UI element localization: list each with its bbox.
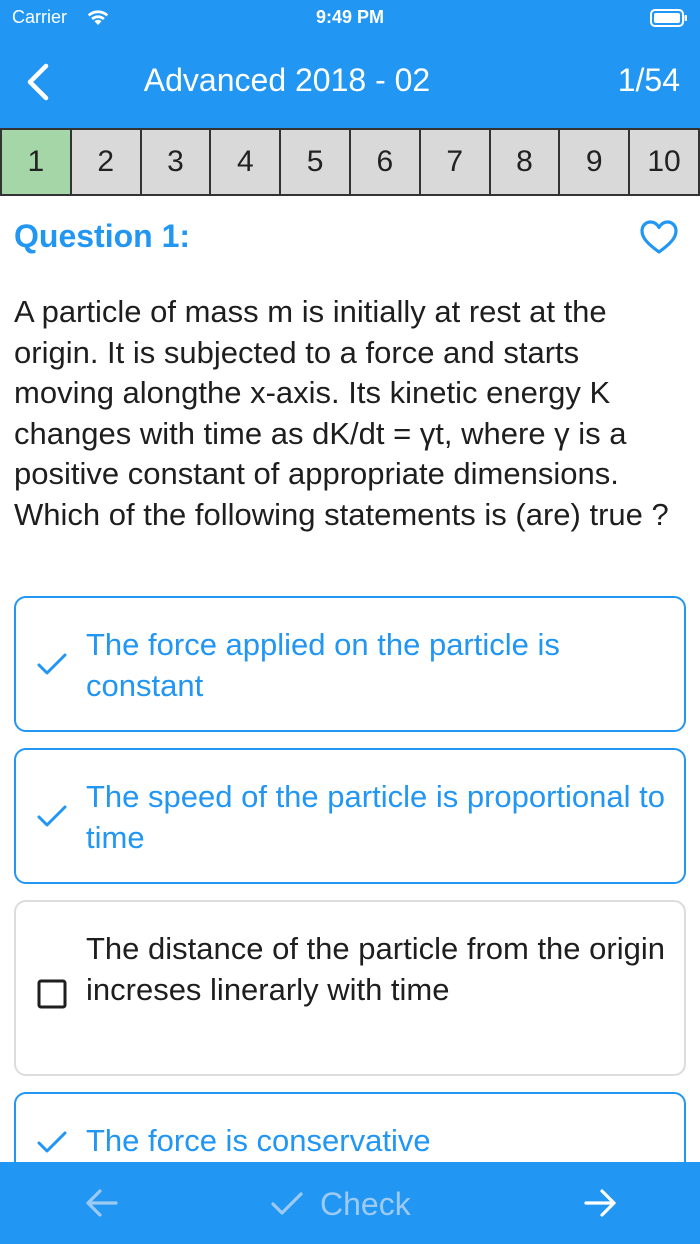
right-arrow-icon [580, 1186, 620, 1220]
bottom-toolbar [0, 1162, 700, 1244]
answer-label: The force is conservative [86, 1123, 431, 1158]
tab-question-4[interactable]: 4 [211, 130, 281, 194]
answer-label: The distance of the particle from the origin increses linerarly with time [86, 931, 665, 1007]
check-icon [36, 804, 68, 830]
question-tabs [0, 128, 700, 196]
check-button-label: Check [320, 1185, 411, 1222]
nav-bar [0, 44, 700, 120]
next-button[interactable] [580, 1186, 620, 1220]
tab-question-2[interactable]: 2 [72, 130, 142, 194]
left-arrow-icon [82, 1186, 122, 1220]
page-title: Advanced 2018 - 02 [143, 62, 431, 98]
tab-question-3[interactable]: 3 [142, 130, 212, 194]
status-bar [0, 0, 700, 36]
heart-icon[interactable] [640, 220, 678, 256]
question-text: A particle of mass m is initially at rest at the origin. It is subjected to a force and starts moving alongthe x-axis. Its kinetic energy K changes with time as dK/dt = γt, where γ is a positive constant of appropriate dimensions. Which of the following statements is (are) true ? [14, 294, 669, 532]
previous-button[interactable] [82, 1186, 122, 1220]
tab-question-10[interactable]: 10 [630, 130, 700, 194]
question-counter: 1/54 [617, 62, 680, 98]
battery-icon [650, 9, 688, 27]
check-icon [36, 652, 68, 678]
check-icon [270, 1190, 304, 1218]
tab-question-8[interactable]: 8 [491, 130, 561, 194]
question-title: Question 1: [14, 218, 191, 254]
answer-option-1[interactable] [14, 596, 686, 732]
tab-question-6[interactable]: 6 [351, 130, 421, 194]
tab-question-5[interactable]: 5 [281, 130, 351, 194]
answer-option-2[interactable] [14, 748, 686, 884]
checkbox-icon [36, 978, 68, 1010]
status-time: 9:49 PM [315, 7, 385, 27]
check-button[interactable] [270, 1182, 411, 1226]
answer-label: The force applied on the particle is constant [86, 627, 560, 703]
check-icon [36, 1130, 68, 1156]
header [0, 0, 700, 128]
answer-label: The speed of the particle is proportional to time [86, 779, 666, 855]
tab-question-1[interactable]: 1 [0, 130, 72, 194]
tab-question-9[interactable]: 9 [560, 130, 630, 194]
carrier-label: Carrier [12, 7, 68, 27]
tab-question-7[interactable]: 7 [421, 130, 491, 194]
answer-option-3[interactable] [14, 900, 686, 1076]
